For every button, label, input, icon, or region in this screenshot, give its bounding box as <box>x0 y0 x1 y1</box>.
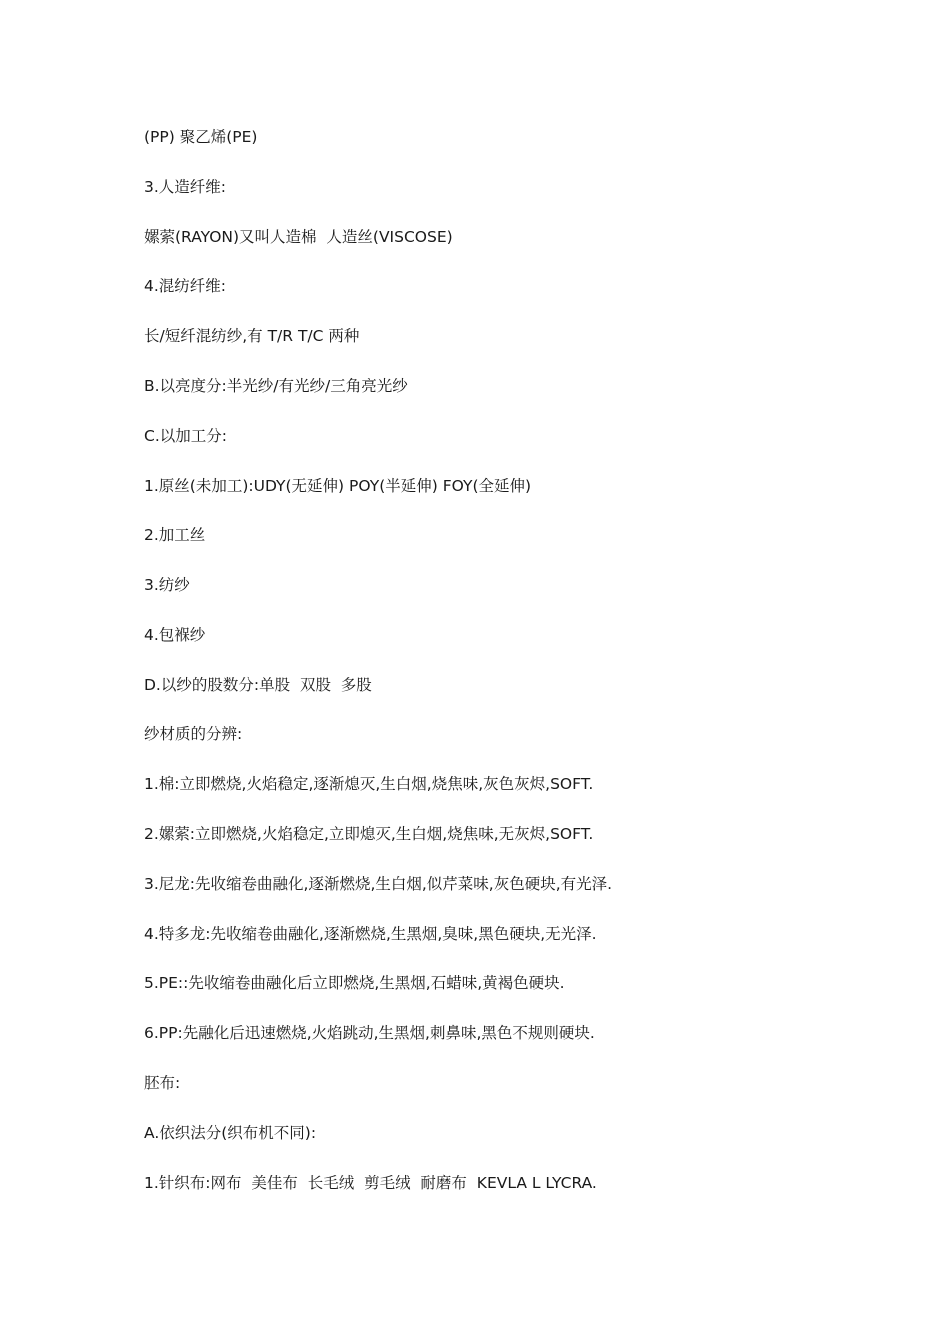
text-line: 3.人造纤维: <box>144 178 227 196</box>
text-line: 嫘萦(RAYON)又叫人造棉 人造丝(VISCOSE) <box>144 228 453 246</box>
text-line: 4.包褓纱 <box>144 626 206 644</box>
text-line: 胚布: <box>144 1074 181 1092</box>
text-line: A.依织法分(织布机不同): <box>144 1124 317 1142</box>
text-line: C.以加工分: <box>144 427 227 445</box>
text-line: 长/短纤混纺纱,有 T/R T/C 两种 <box>144 327 360 345</box>
text-line: 4.混纺纤维: <box>144 277 227 295</box>
text-line: 2.加工丝 <box>144 526 206 544</box>
text-line: (PP) 聚乙烯(PE) <box>144 128 258 146</box>
text-line: 纱材质的分辨: <box>144 725 243 743</box>
text-line: 3.纺纱 <box>144 576 190 594</box>
text-line: 1.针织布:网布 美佳布 长毛绒 剪毛绒 耐磨布 KEVLA L LYCRA. <box>144 1174 597 1192</box>
text-line: 5.PE::先收缩卷曲融化后立即燃烧,生黑烟,石蜡味,黄褐色硬块. <box>144 974 565 992</box>
text-line: B.以亮度分:半光纱/有光纱/三角亮光纱 <box>144 377 408 395</box>
text-line: 6.PP:先融化后迅速燃烧,火焰跳动,生黑烟,刺鼻味,黑色不规则硬块. <box>144 1024 595 1042</box>
text-line: 1.棉:立即燃烧,火焰稳定,逐渐熄灭,生白烟,烧焦味,灰色灰烬,SOFT. <box>144 775 594 793</box>
text-line: 1.原丝(未加工):UDY(无延伸) POY(半延伸) FOY(全延伸) <box>144 477 532 495</box>
text-line: 3.尼龙:先收缩卷曲融化,逐渐燃烧,生白烟,似芹菜味,灰色硬块,有光泽. <box>144 875 613 893</box>
text-line: 2.嫘萦:立即燃烧,火焰稳定,立即熄灭,生白烟,烧焦味,无灰烬,SOFT. <box>144 825 594 843</box>
text-line: D.以纱的股数分:单股 双股 多股 <box>144 676 372 694</box>
text-line: 4.特多龙:先收缩卷曲融化,逐渐燃烧,生黑烟,臭味,黑色硬块,无光泽. <box>144 925 597 943</box>
